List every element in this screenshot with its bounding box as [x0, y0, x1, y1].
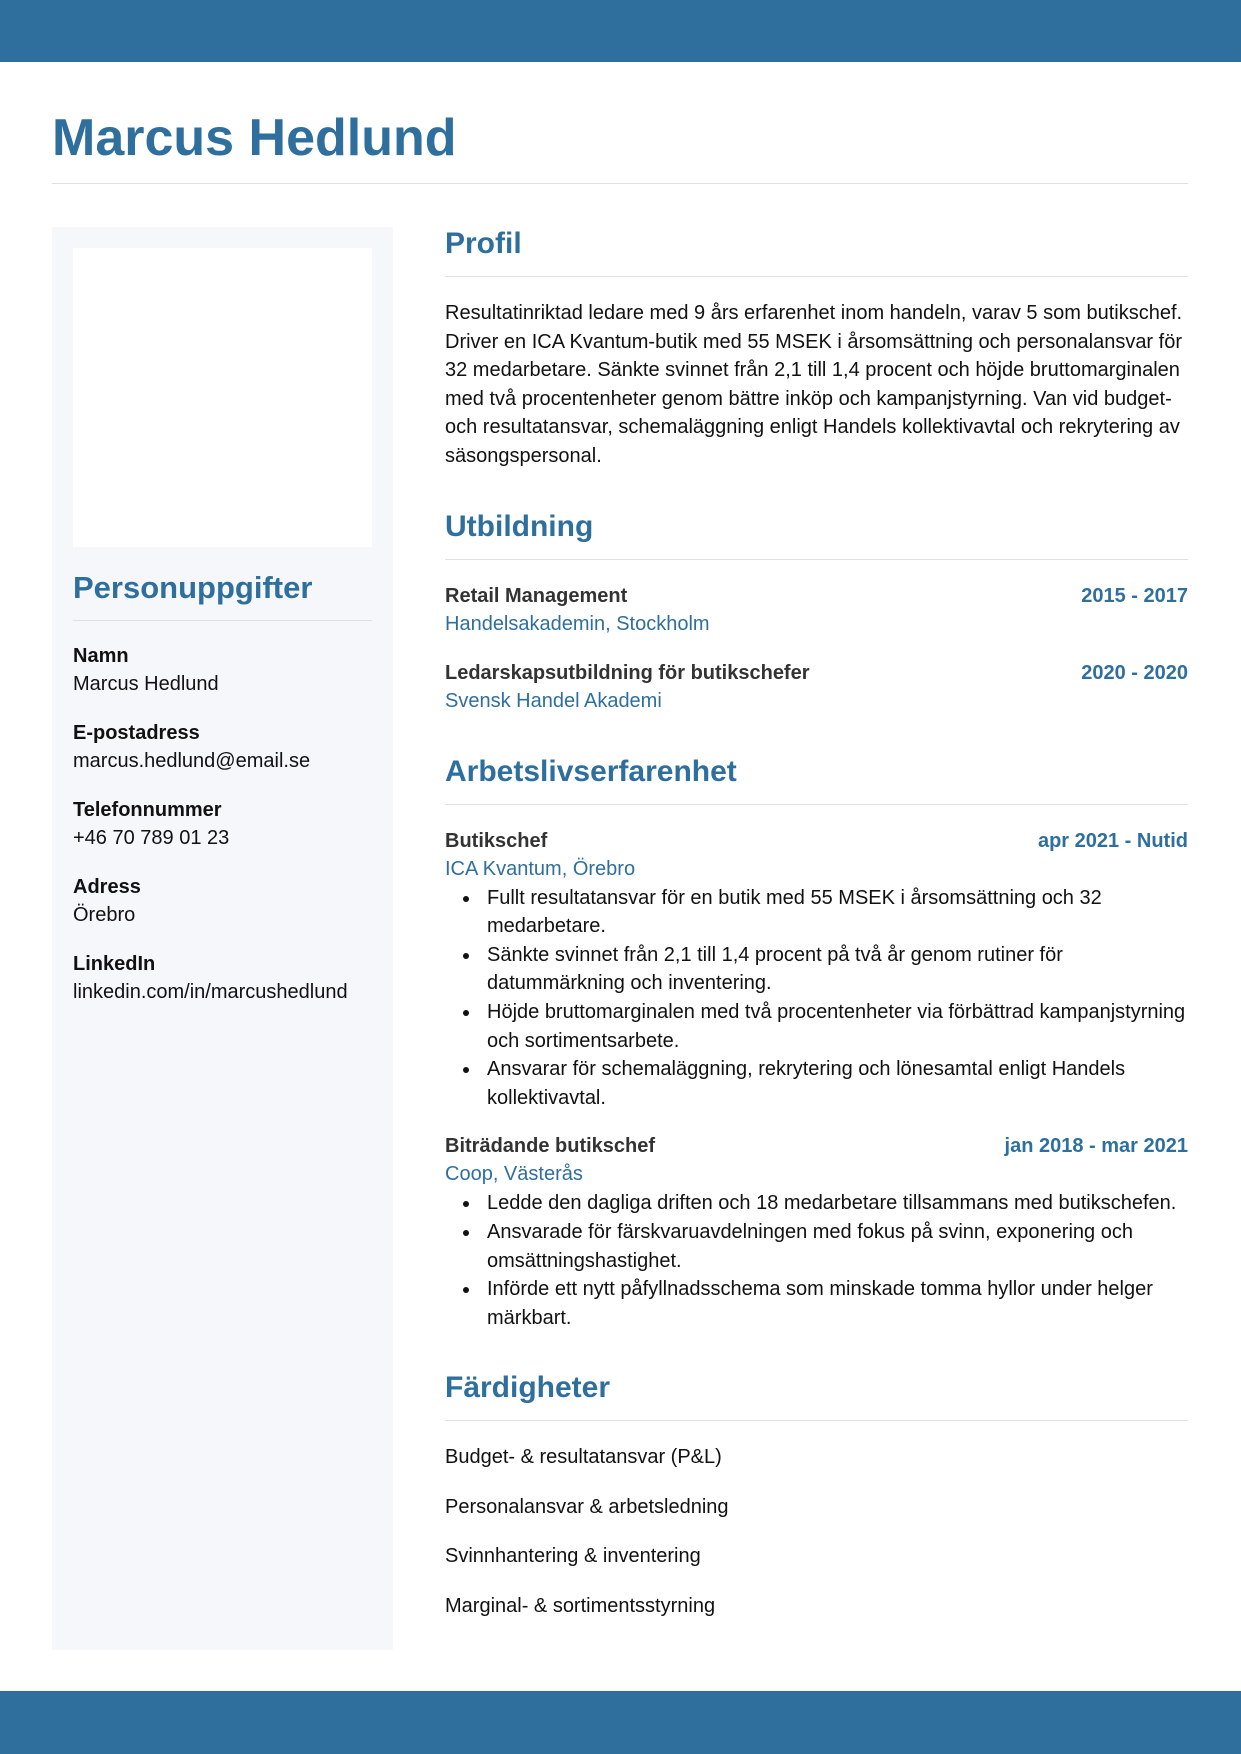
personal-info-name — [73, 642, 372, 698]
skill-item: Marginal- & sortimentsstyrning — [445, 1594, 716, 1617]
entry-date: 2015 - 2017 — [1081, 584, 1188, 607]
section-divider — [445, 559, 1188, 560]
pi-label: Telefonnummer — [73, 799, 222, 821]
section-divider — [445, 804, 1188, 805]
section-divider — [445, 276, 1188, 277]
bullet-text: Sänkte svinnet från 2,1 till 1,4 procent på två år genom rutiner för datummärkning och inventering. — [487, 943, 1063, 995]
personal-info-heading: Personuppgifter — [73, 570, 313, 605]
entry-title: Retail Management — [445, 584, 628, 607]
bullet-item — [445, 998, 1188, 1055]
sidebar — [52, 227, 393, 1650]
experience-heading: Arbetslivserfarenhet — [445, 754, 737, 788]
entry-title: Biträdande butikschef — [445, 1135, 656, 1158]
pi-value: Marcus Hedlund — [73, 673, 219, 695]
bullet-icon — [463, 1287, 469, 1293]
personal-info-phone — [73, 796, 372, 852]
education-entry — [445, 659, 1188, 716]
pi-value: marcus.hedlund@email.se — [73, 750, 311, 772]
skill-item: Budget- & resultatansvar (P&L) — [445, 1446, 722, 1469]
pi-value: linkedin.com/in/marcushedlund — [73, 981, 348, 1003]
bullet-text: Höjde bruttomarginalen med två procentenheter via förbättrad kampanjstyrning och sortimentsarbete. — [487, 1000, 1186, 1052]
bullet-item — [445, 884, 1188, 941]
bullet-text: Införde ett nytt påfyllnadsschema som minskade tomma hyllor under helger märkbart. — [487, 1278, 1153, 1329]
skill-item: Personalansvar & arbetsledning — [445, 1495, 729, 1518]
entry-date: apr 2021 - Nutid — [1037, 829, 1188, 852]
personal-info-linkedin — [73, 950, 372, 1006]
entry-date: jan 2018 - mar 2021 — [1004, 1135, 1188, 1158]
pi-label: Namn — [73, 645, 129, 667]
bullet-icon — [463, 1067, 469, 1073]
bullet-icon — [463, 953, 469, 959]
header-band — [0, 0, 1241, 62]
entry-organization: Handelsakademin, Stockholm — [445, 612, 710, 635]
profile-text: Resultatinriktad ledare med 9 års erfarenhet inom handeln, varav 5 som butikschef. Driver en ICA Kvantum-butik med 55 MSEK i årsomsättning och personalansvar för 32 medarbetare. Sänkte svinnet från 2,1 till 1,4 procent och höjde bruttomarginalen med två procentenheter genom bättre inköp och kampanjstyrning. Van vid budget- och resultatansvar, schemaläggning enligt Handels kollektivavtal och rekrytering av säsongspersonal. — [445, 302, 1183, 467]
personal-info-email — [73, 719, 372, 775]
bullet-icon — [463, 896, 469, 902]
page-title: Marcus Hedlund — [52, 109, 457, 167]
skill-item: Svinnhantering & inventering — [445, 1545, 701, 1568]
entry-organization: ICA Kvantum, Örebro — [445, 857, 636, 880]
bullet-icon — [463, 1201, 469, 1207]
skills-heading: Färdigheter — [445, 1371, 611, 1405]
entry-header — [445, 1132, 1188, 1160]
personal-info-address — [73, 873, 372, 929]
bullet-item — [445, 1055, 1188, 1112]
title-divider — [52, 183, 1188, 184]
bullet-icon — [463, 1230, 469, 1236]
pi-value: +46 70 789 01 23 — [73, 827, 230, 849]
bullet-text: Fullt resultatansvar för en butik med 55 MSEK i årsomsättning och 32 medarbetare. — [487, 886, 1102, 938]
pi-label: Adress — [73, 876, 141, 898]
photo-placeholder — [73, 248, 372, 547]
entry-header — [445, 827, 1188, 855]
entry-header — [445, 582, 1188, 610]
education-heading: Utbildning — [445, 509, 594, 543]
pi-label: LinkedIn — [73, 953, 156, 975]
entry-date: 2020 - 2020 — [1081, 661, 1188, 684]
pi-value: Örebro — [73, 904, 136, 926]
pi-label: E-postadress — [73, 722, 200, 744]
bullet-text: Ansvarade för färskvaruavdelningen med fokus på svinn, exponering och omsättningshastighet. — [487, 1220, 1133, 1272]
entry-organization: Svensk Handel Akademi — [445, 689, 662, 712]
experience-entry — [445, 827, 1188, 1113]
footer-band — [0, 1691, 1241, 1754]
profile-heading: Profil — [445, 227, 522, 260]
entry-title: Ledarskapsutbildning för butikschefer — [445, 661, 810, 684]
education-entry — [445, 582, 1188, 639]
section-divider — [445, 1420, 1188, 1421]
main-content — [445, 224, 1188, 1656]
education-section — [445, 507, 1188, 716]
bullet-list — [445, 884, 1188, 1113]
bullet-list — [445, 1189, 1188, 1332]
bullet-item — [445, 1275, 1188, 1332]
sidebar-divider — [73, 620, 372, 621]
entry-organization: Coop, Västerås — [445, 1163, 583, 1186]
entry-title: Butikschef — [445, 829, 548, 852]
bullet-item — [445, 1189, 1188, 1218]
bullet-icon — [463, 1010, 469, 1016]
bullet-item — [445, 1218, 1188, 1275]
skills-section — [445, 1368, 1188, 1620]
bullet-text: Ansvarar för schemaläggning, rekrytering och lönesamtal enligt Handels kollektivavtal. — [487, 1058, 1126, 1109]
entry-header — [445, 659, 1188, 687]
experience-section — [445, 752, 1188, 1333]
bullet-text: Ledde den dagliga driften och 18 medarbetare tillsammans med butikschefen. — [487, 1192, 1177, 1215]
experience-entry — [445, 1132, 1188, 1332]
profile-section — [445, 224, 1188, 471]
bullet-item — [445, 941, 1188, 998]
